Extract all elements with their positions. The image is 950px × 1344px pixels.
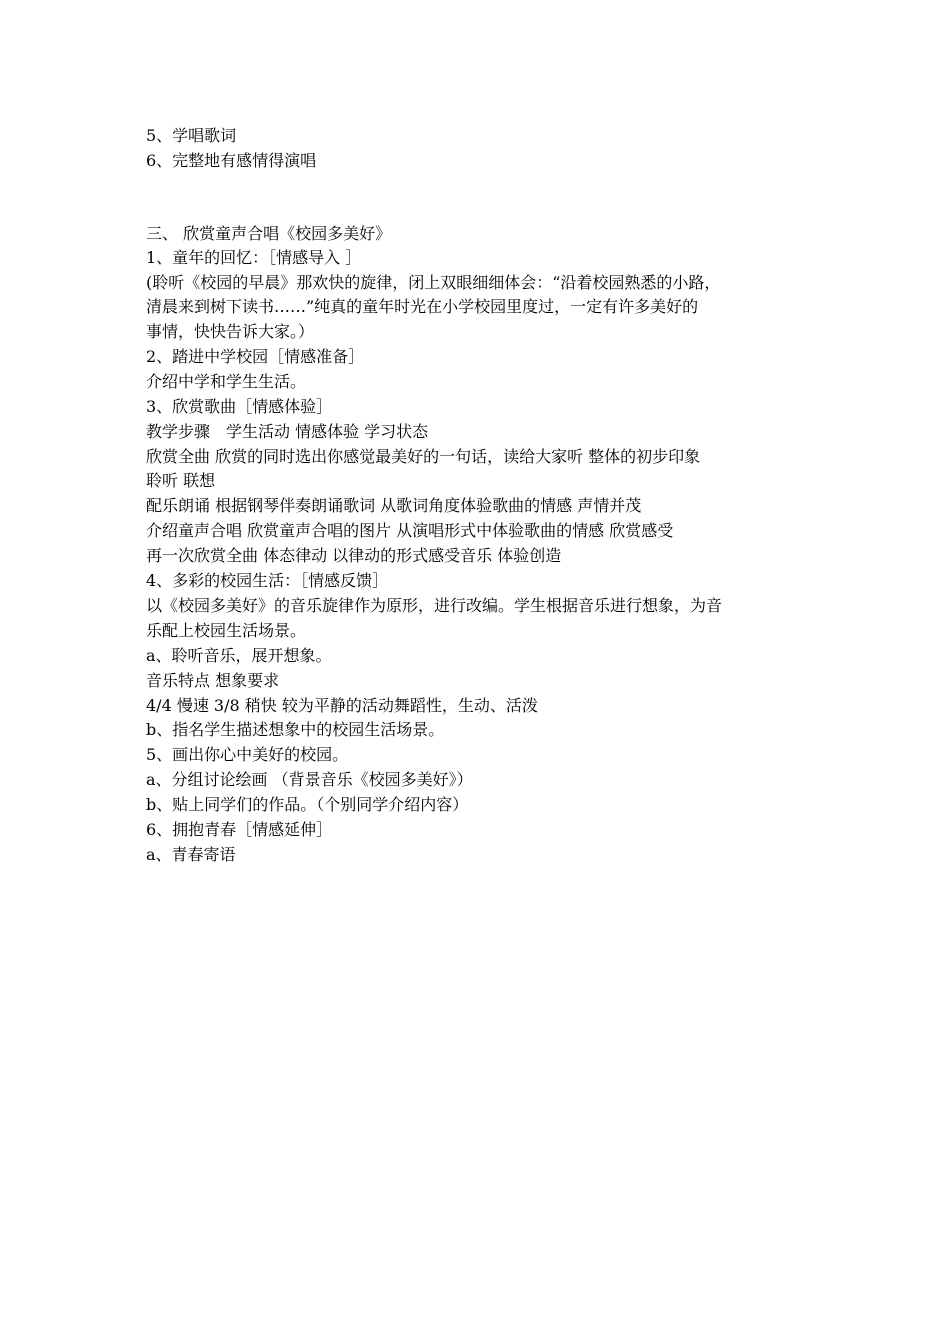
text-line: 乐配上校园生活场景。 bbox=[146, 621, 307, 640]
text-line: 6、完整地有感情得演唱 bbox=[146, 151, 317, 170]
text-line: 事情，快快告诉大家。） bbox=[146, 322, 315, 341]
text-line: a、分组讨论绘画 （背景音乐《校园多美好》） bbox=[146, 770, 473, 789]
text-line: b、指名学生描述想象中的校园生活场景。 bbox=[146, 720, 445, 739]
text-line: 1、童年的回忆：［情感导入 ］ bbox=[146, 248, 362, 267]
text-line: 3、欣赏歌曲［情感体验］ bbox=[146, 397, 333, 416]
text-line: 介绍中学和学生生活。 bbox=[146, 372, 307, 391]
text-line: 5、学唱歌词 bbox=[146, 126, 237, 145]
text-line: 配乐朗诵 根据钢琴伴奏朗诵歌词 从歌词角度体验歌曲的情感 声情并茂 bbox=[146, 496, 642, 515]
text-line: 6、拥抱青春［情感延伸］ bbox=[146, 820, 333, 839]
text-line: 以《校园多美好》的音乐旋律作为原形，进行改编。学生根据音乐进行想象，为音 bbox=[146, 596, 723, 615]
section-heading: 三、 欣赏童声合唱《校园多美好》 bbox=[146, 224, 392, 243]
text-line: 2、踏进中学校园［情感准备］ bbox=[146, 347, 365, 366]
text-line: 音乐特点 想象要求 bbox=[146, 671, 280, 690]
text-line: 5、画出你心中美好的校园。 bbox=[146, 745, 349, 764]
text-line: a、聆听音乐，展开想象。 bbox=[146, 646, 332, 665]
text-line: 聆听 联想 bbox=[146, 471, 216, 490]
text-line: 清晨来到树下读书……”纯真的童年时光在小学校园里度过，一定有许多美好的 bbox=[146, 297, 699, 316]
text-line: (聆听《校园的早晨》那欢快的旋律，闭上双眼细细体会：“沿着校园熟悉的小路， bbox=[146, 273, 721, 292]
text-line: 4、多彩的校园生活：［情感反馈］ bbox=[146, 571, 389, 590]
text-line: 4/4 慢速 3/8 稍快 较为平静的活动舞蹈性，生动、活泼 bbox=[146, 696, 538, 715]
text-line: a、青春寄语 bbox=[146, 845, 236, 864]
text-line: 欣赏全曲 欣赏的同时选出你感觉最美好的一句话，读给大家听 整体的初步印象 bbox=[146, 447, 701, 466]
text-line: 教学步骤 学生活动 情感体验 学习状态 bbox=[146, 422, 429, 441]
text-line: b、贴上同学们的作品。（个别同学介绍内容） bbox=[146, 795, 469, 814]
text-line: 再一次欣赏全曲 体态律动 以律动的形式感受音乐 体验创造 bbox=[146, 546, 562, 565]
text-line: 介绍童声合唱 欣赏童声合唱的图片 从演唱形式中体验歌曲的情感 欣赏感受 bbox=[146, 521, 674, 540]
